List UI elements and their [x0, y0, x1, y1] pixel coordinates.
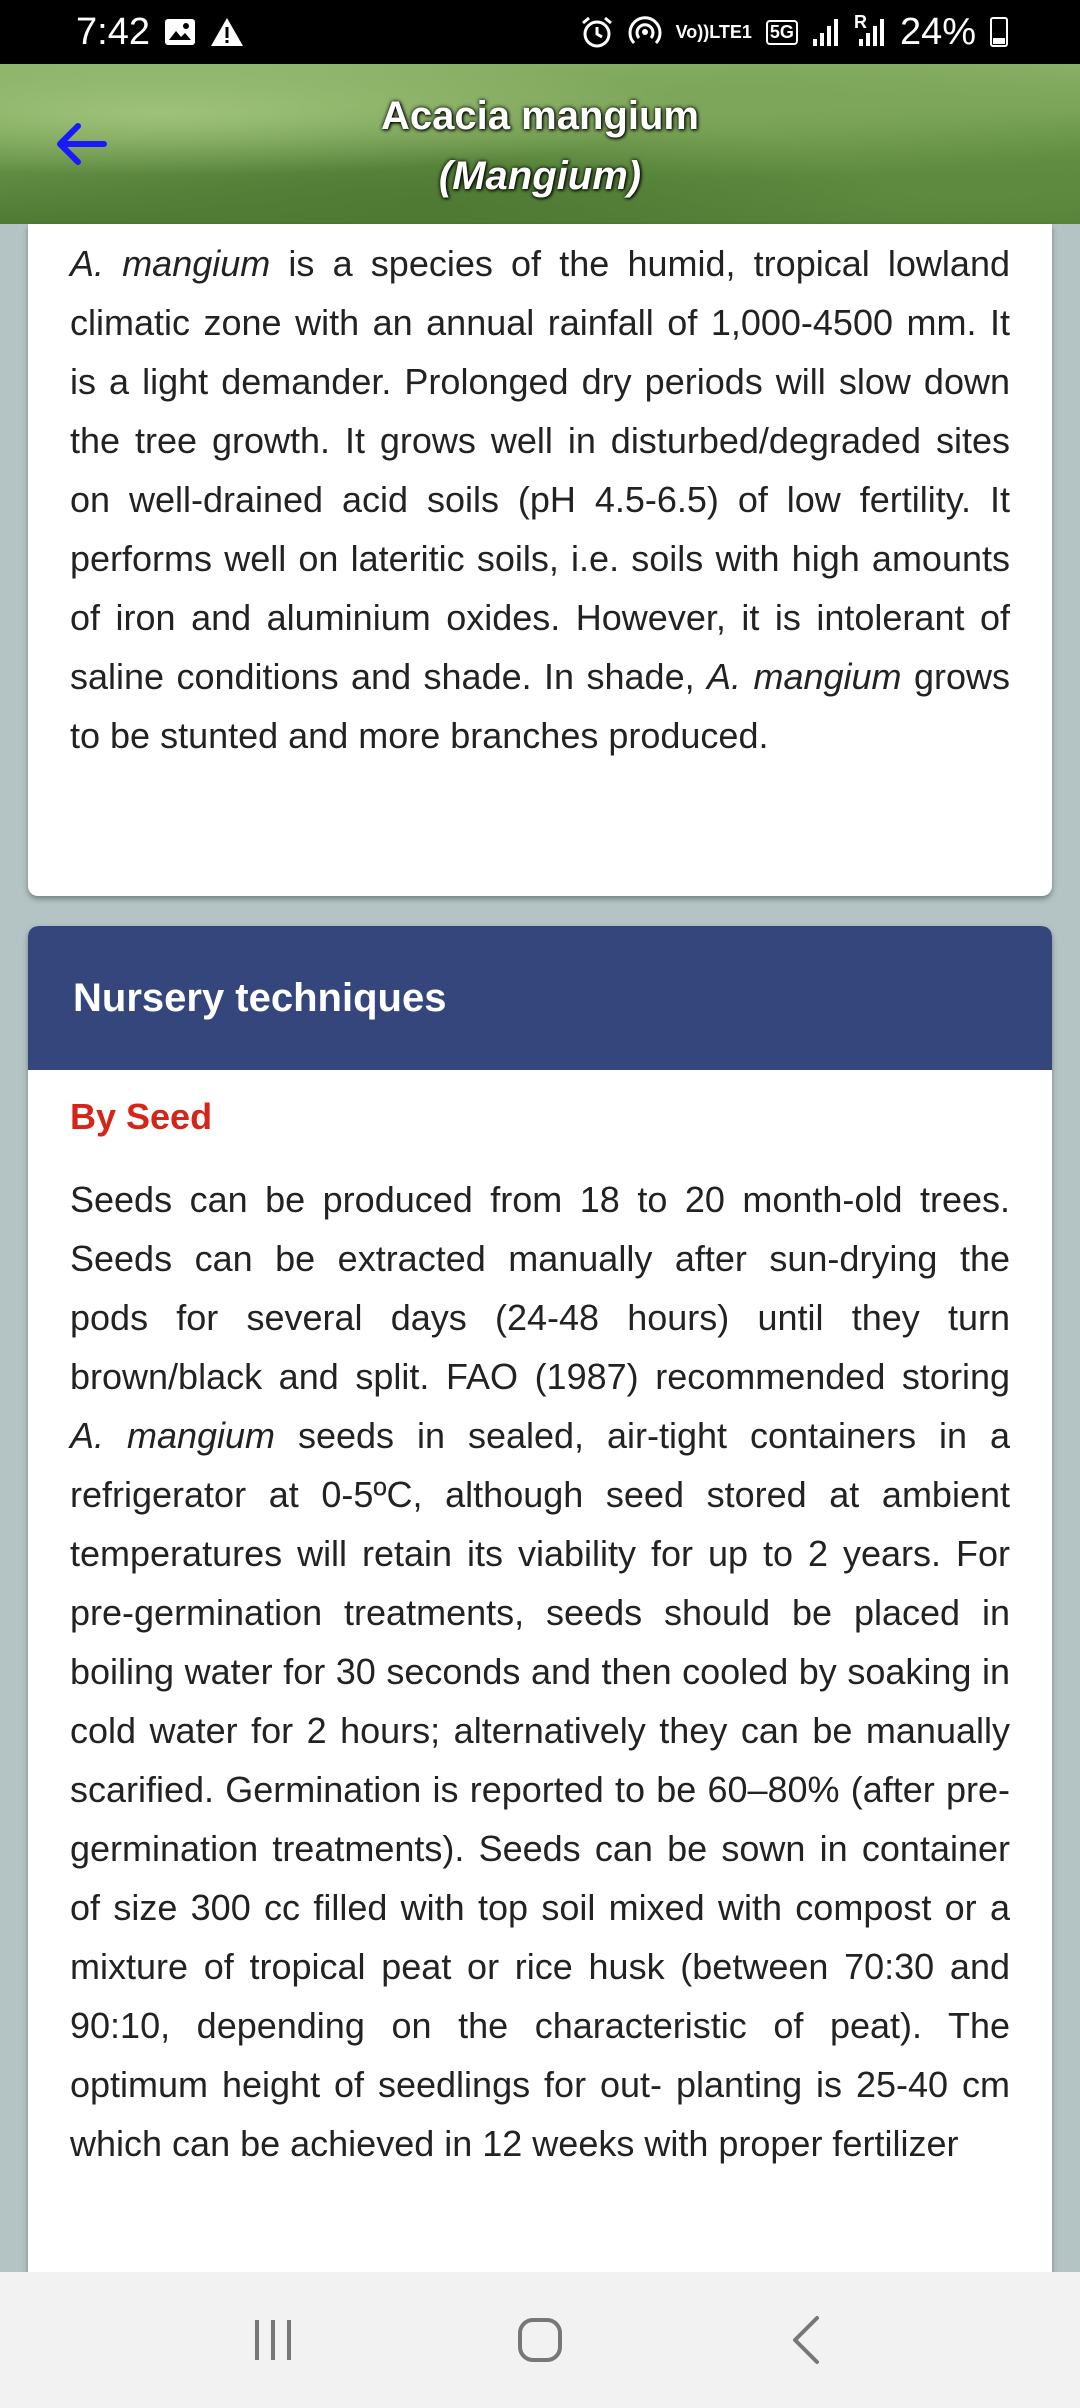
status-left [76, 11, 244, 54]
recent-apps-button[interactable] [233, 2300, 313, 2380]
signal-roaming-icon [853, 12, 886, 47]
alarm-icon [580, 15, 614, 49]
volte-indicator [676, 23, 752, 41]
warning-icon [210, 17, 244, 47]
recent-apps-icon [249, 2318, 297, 2362]
ecology-card [28, 224, 1052, 896]
species-name: A. mangium [70, 1415, 276, 1456]
back-arrow-icon [52, 120, 108, 168]
battery-fill [993, 38, 1005, 44]
species-name: A. mangium [70, 243, 271, 284]
ecology-text [28, 224, 1052, 765]
nav-back-button[interactable] [767, 2300, 847, 2380]
lte-label: LTE1 [709, 22, 752, 42]
section-title: Nursery techniques [73, 975, 447, 1020]
home-icon [516, 2316, 564, 2364]
ecology-text-part-2: grows to be stunted and more branches produced. [70, 656, 1011, 756]
image-icon [164, 18, 196, 46]
species-name: A. mangium [707, 656, 902, 697]
sub-heading-by-seed: By Seed [70, 1096, 213, 1137]
section-header-nursery[interactable] [28, 926, 1052, 1070]
back-button[interactable] [40, 104, 120, 184]
nursery-card [28, 926, 1052, 2286]
nursery-text-part-2: seeds in sealed, air-tight containers in a refrigerator at 0-5ºC, although seed stored at ambient temperatures will retain its viability for up to 2 years. For pre-germination treatments, seeds should be placed in boiling water for 30 seconds and then cooled by soaking in cold water for 2 hours; alternatively they can be manually scarified. Germination is reported to be 60–80% (after pre-germination treatments). Seeds can be sown in container of size 300 cc filled with top soil mixed with compost or a mixture of tropical peat or rice husk (between 70:30 and 90:10, depending on the characteristic of peat). The optimum height of seedlings for out- planting is 25-40 cm which can be achieved in 12 weeks with proper fertilizer [70, 1415, 1010, 2164]
battery-icon [990, 17, 1008, 47]
status-bar [0, 0, 1080, 64]
signal-icon [812, 17, 840, 47]
nursery-text [28, 1142, 1052, 2173]
page-title [200, 86, 880, 206]
status-right [580, 11, 1008, 54]
5g-badge: 5G [766, 20, 798, 45]
title-common-name: (Mangium) [438, 154, 642, 198]
system-nav-bar [0, 2272, 1080, 2408]
hotspot-icon [628, 15, 662, 49]
clock: 7:42 [76, 10, 150, 53]
volte-label: Vo)) [675, 22, 710, 42]
nursery-text-part-1: Seeds can be produced from 18 to 20 month-old trees. Seeds can be extracted manually after sun-drying the pods for several days (24-48 hours) until they turn brown/black and split. FAO (1987) recommended storing [70, 1179, 1010, 1397]
ecology-text-part-1: is a species of the humid, tropical lowland climatic zone with an annual rainfall of 1,000-4500 mm. It is a light demander. Prolonged dry periods will slow down the tree growth. It grows well in disturbed/degraded sites on well-drained acid soils (pH 4.5-6.5) of low fertility. It performs well on lateritic soils, i.e. soils with high amounts of iron and aluminium oxides. However, it is intolerant of saline conditions and shade. In shade, [70, 243, 1010, 697]
battery-percent: 24% [899, 10, 976, 53]
back-icon [787, 2314, 827, 2366]
title-species: Acacia mangium [381, 94, 699, 138]
home-button[interactable] [500, 2300, 580, 2380]
roaming-label: R [853, 12, 867, 32]
app-header [0, 64, 1080, 224]
